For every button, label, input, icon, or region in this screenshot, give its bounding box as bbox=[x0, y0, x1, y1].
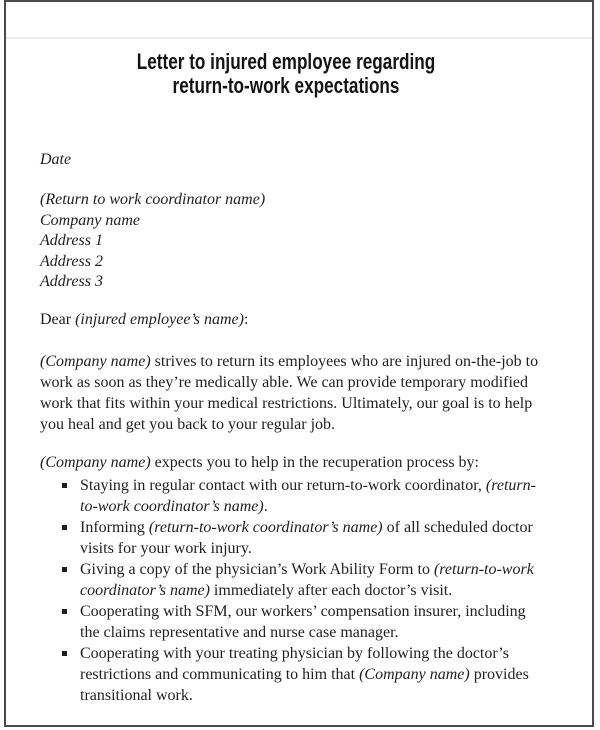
address-line-2: Address 2 bbox=[40, 252, 103, 270]
square-bullet-icon bbox=[62, 567, 67, 572]
paragraph1-text: strives to return its employees who are injured on-the-job to work as soon as they’re medically able. We can provide temporary modified work that fits within your medical restrictions. Ultimately, our goal is to help you heal and get you back to your regular job. bbox=[40, 352, 539, 433]
list-item bbox=[40, 559, 541, 601]
page-title bbox=[40, 50, 532, 98]
title-line-1: Letter to injured employee regarding bbox=[136, 49, 436, 74]
bullet-text: Informing bbox=[80, 518, 149, 536]
address-block bbox=[40, 190, 541, 293]
list-item bbox=[40, 601, 541, 643]
address-line-company: Company name bbox=[40, 211, 140, 229]
bullet-placeholder: (return-to-work coordinator’s name) bbox=[80, 560, 534, 599]
paragraph1-company-placeholder: (Company name) bbox=[40, 352, 151, 370]
header-divider bbox=[6, 37, 592, 39]
date-placeholder: Date bbox=[40, 151, 72, 168]
bullet-text-end: of all scheduled doctor visits for your work injury. bbox=[80, 518, 533, 557]
letter-page bbox=[4, 0, 594, 727]
expectations-list bbox=[40, 475, 541, 706]
address-line-coordinator: (Return to work coordinator name) bbox=[40, 191, 266, 208]
bullet-placeholder: (return-to-work coordinator’s name) bbox=[148, 518, 383, 536]
address-line-1: Address 1 bbox=[40, 232, 103, 249]
square-bullet-icon bbox=[62, 609, 67, 614]
address-line-3: Address 3 bbox=[40, 273, 103, 290]
square-bullet-icon bbox=[62, 651, 67, 656]
salutation bbox=[40, 309, 541, 330]
square-bullet-icon bbox=[62, 483, 67, 488]
paragraph2-text: expects you to help in the recuperation process by: bbox=[150, 453, 479, 471]
salutation-prefix: Dear bbox=[40, 310, 76, 328]
title-line-2: return-to-work expectations bbox=[172, 73, 400, 98]
bullet-text: Cooperating with SFM, our workers’ compensation insurer, including the claims representative and nurse case manager. bbox=[80, 602, 526, 641]
body-paragraph-2-intro bbox=[40, 452, 541, 473]
list-item bbox=[40, 643, 541, 706]
salutation-suffix: : bbox=[243, 310, 249, 328]
salutation-name-placeholder: (injured employee’s name) bbox=[75, 310, 244, 328]
bullet-text: Giving a copy of the physician’s Work Ability Form to bbox=[80, 560, 434, 578]
bullet-text: Cooperating with your treating physician by following the doctor’s restrictions and communicating to him that bbox=[80, 644, 509, 683]
letter-body bbox=[40, 149, 541, 706]
bullet-text-end: . bbox=[263, 497, 268, 515]
square-bullet-icon bbox=[62, 525, 67, 530]
paragraph2-company-placeholder: (Company name) bbox=[40, 453, 151, 471]
bullet-text: Staying in regular contact with our return-to-work coordinator, bbox=[80, 476, 486, 494]
bullet-text-end: provides transitional work. bbox=[80, 665, 529, 704]
bullet-placeholder: (return-to-work coordinator’s name) bbox=[80, 476, 536, 515]
list-item bbox=[40, 475, 541, 517]
body-paragraph-1 bbox=[40, 351, 541, 435]
list-item bbox=[40, 517, 541, 559]
bullet-placeholder: (Company name) bbox=[359, 665, 470, 683]
bullet-text-end: immediately after each doctor’s visit. bbox=[209, 581, 453, 599]
